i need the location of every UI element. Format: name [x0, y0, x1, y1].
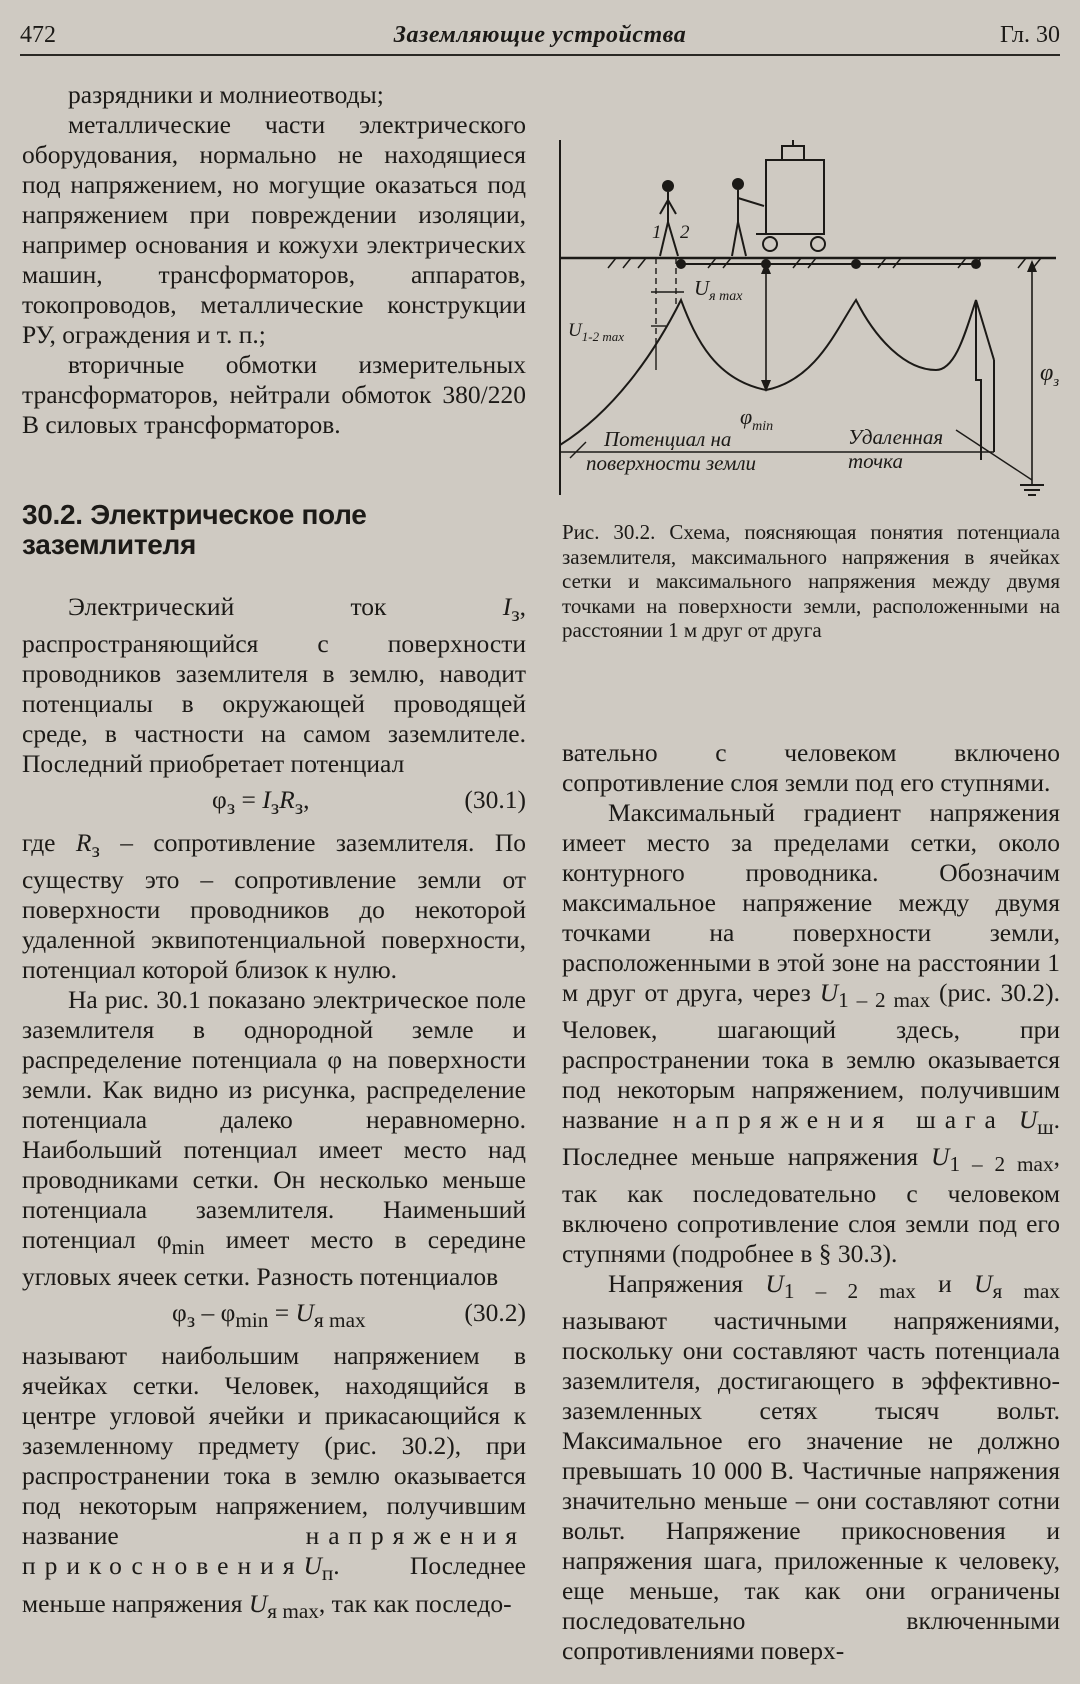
paragraph: Электрический ток $I_з$, распространяющийся с поверхности проводников заземлителя в землю, наводит потенциалы в окружающей проводящей среде, в частности на самом заземлителе. Последний приобретает потенциал [22, 592, 526, 779]
label-surface-line1: Потенциал на [604, 427, 732, 451]
section-heading: 30.2. Электрическое поле заземлителя [22, 499, 367, 560]
paragraph: Напряжения $U_{1 - 2 max}$ и $U_{я max}$ называют частичными напряжениями, поскольку они составляют часть потенциала заземлителя, достигающего в эффективно-заземленных сетях тысяч вольт. Максимальное его значение не должно превышать 10 000 В. Частичные напряжения значительно меньше – они составляют сотни вольт. Напряжение прикосновения и напряжения шага, приложенные к человеку, еще меньше, так как они ограничены последовательно включенными сопротивлениями поверх- [562, 1269, 1060, 1666]
equipment-cabinet [756, 140, 826, 251]
paragraph: вторичные обмотки измерительных трансформаторов, нейтрали обмоток 380/220 В силовых трансформаторов. [22, 350, 526, 439]
paragraph: Максимальный градиент напряжения имеет место за пределами сетки, около контурного проводника. Обозначим максимальное напряжение между двумя точками на поверхности земли, расположенными в этой зоне на расстоянии 1 м друг от друга, через $U_{1 - 2 max}$ (рис. 30.2). Человек, шагающий здесь, при распространении тока в землю оказывается под некоторым напряжением, получившим название напряжения шага $U_ш$. Последнее меньше напряжения $U_{1 - 2 max}$, так как последовательно с человеком включено сопротивление слоя земли под его ступнями (подробнее в § 30.3). [562, 798, 1060, 1269]
label-u12: $U_{1-2 max}$ [568, 320, 624, 344]
label-2: 2 [680, 222, 690, 243]
paragraph: вательно с человеком включено сопротивление слоя земли под его ступнями. [562, 738, 1060, 797]
label-surface-line2: поверхности земли [586, 451, 757, 475]
page-header [20, 20, 1060, 56]
chapter-label: Гл. 30 [999, 22, 1060, 48]
label-uya: $U_{я max}$ [694, 276, 743, 304]
equation-number: (30.2) [464, 1298, 526, 1328]
equation-30-1: $\varphi_з = I_зR_з$, (30.1) [212, 785, 526, 820]
label-1: 1 [652, 222, 662, 243]
potential-curve-right-edge [976, 300, 994, 360]
running-title: Заземляющие устройства [393, 22, 687, 48]
paragraph: где $R_з$ – сопротивление заземлителя. По существу это – сопротивление земли от поверхности проводников до некоторой удаленной эквипотенциальной поверхности, потенциал которой близок к нулю. [22, 828, 526, 985]
label-remote-line2: точка [848, 449, 903, 473]
page-number: 472 [20, 22, 56, 48]
label-phiz: $\varphi_з$ [1040, 360, 1060, 390]
person-touch-figure [732, 179, 764, 256]
figure-caption: Рис. 30.2. Схема, поясняющая понятия потенциала заземлителя, максимального напряжения в ячейках сетки и максимального напряжения между двумя точками на поверхности земли, расположенными на расстоянии 1 м друг от друга [562, 520, 1060, 642]
paragraph: металлические части электрического оборудования, нормально не находящиеся под напряжением, но могущие оказаться под напряжением при повреждении изоляции, например основания и кожухи электрических машин, трансформаторов, аппаратов, токопроводов, металлические конструкции РУ, ограждения и т. п.; [22, 110, 526, 349]
person-step-figure [660, 181, 678, 256]
earth-icon [1020, 485, 1044, 495]
paragraph: разрядники и молниеотводы; [68, 80, 384, 109]
potential-diagram [556, 140, 1062, 500]
paragraph: называют наибольшим напряжением в ячейках сетки. Человек, находящийся в центре угловой ячейки и прикасающийся к заземленному предмету (рис. 30.2), при распространении тока в землю оказывается под некоторым напряжением, получившим название напряжения прикосновенияU$_п$. Последнее меньше напряжения $U_{я max}$, так как последо- [22, 1341, 526, 1623]
label-remote-line1: Удаленная [848, 425, 944, 449]
surface-leader [570, 442, 586, 458]
label-phimin: $\varphi_{min}$ [740, 404, 774, 434]
figure-30-2 [556, 140, 1062, 500]
paragraph: На рис. 30.1 показано электрическое поле заземлителя в однородной земле и распределение потенциала φ на поверхности земли. Как видно из рисунка, распределение потенциала далеко неравномерно. Наибольший потенциал имеет место над проводниками сетки. Он несколько меньше потенциала заземлителя. Наименьший потенциал $\varphi_{min}$ имеет место в середине угловых ячеек сетки. Разность потенциалов [22, 985, 526, 1292]
right-column [562, 738, 1060, 1666]
equation-number: (30.1) [464, 785, 526, 815]
equation-30-2: $\varphi_з - \varphi_{min} = U_{я max}$ (30.2) [172, 1298, 526, 1333]
left-column [22, 80, 526, 1626]
